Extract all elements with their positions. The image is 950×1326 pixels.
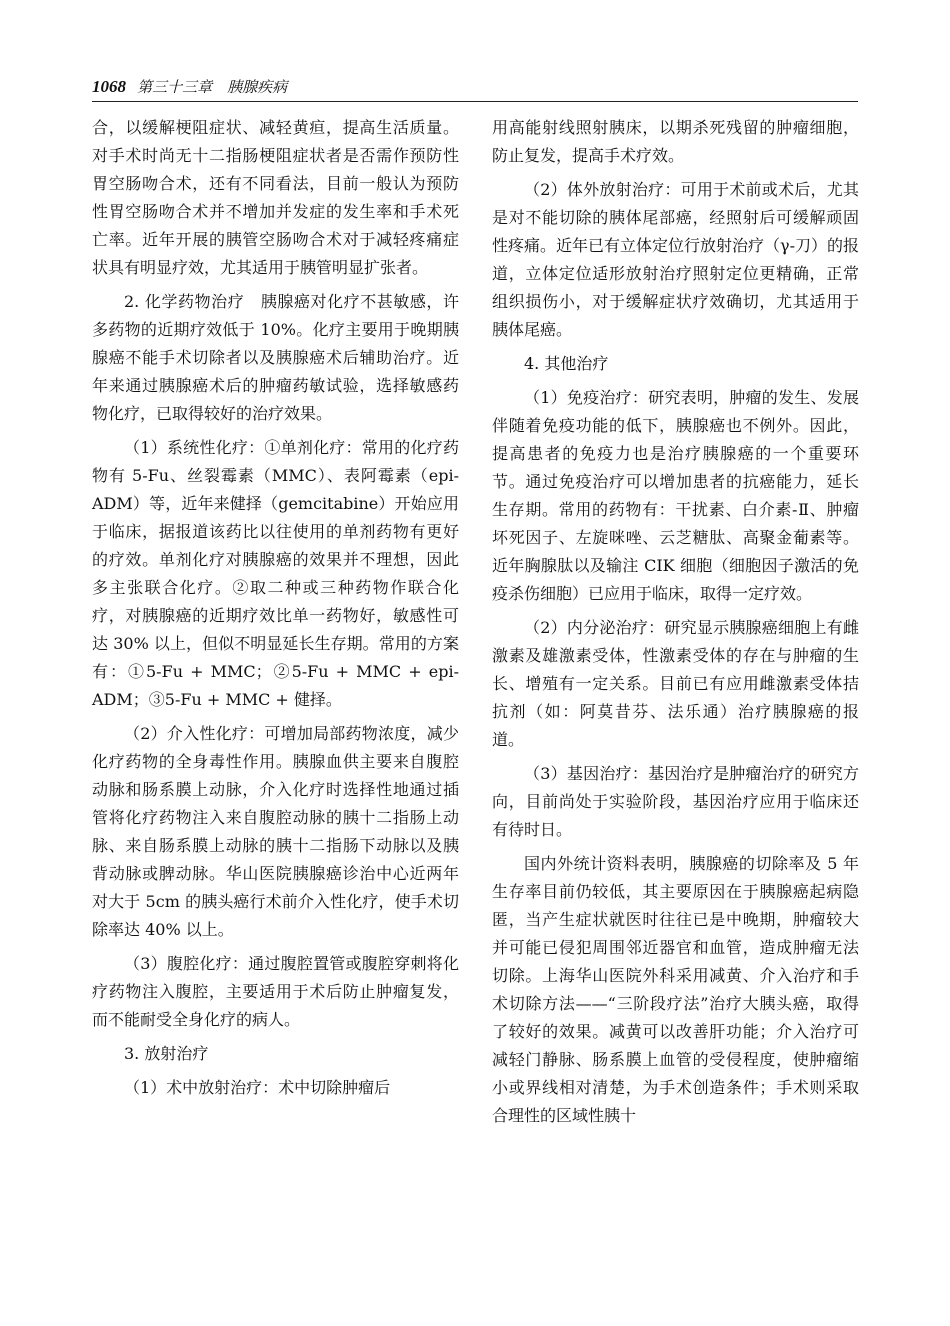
paragraph: （2）内分泌治疗：研究显示胰腺癌细胞上有雌激素及雄激素受体，性激素受体的存在与肿瘤的生长、增殖有一定关系。目前已有应用雌激素受体拮抗剂（如：阿莫昔芬、法乐通）治疗胰腺癌的报道。 <box>492 618 859 749</box>
paragraph: （2）介入性化疗：可增加局部药物浓度，减少化疗药物的全身毒性作用。胰腺血供主要来自腹腔动脉和肠系膜上动脉，介入化疗时选择性地通过插管将化疗药物注入来自腹腔动脉的胰十二指肠上动脉、来自肠系膜上动脉的胰十二指肠下动脉以及胰背动脉或脾动脉。华山医院胰腺癌诊治中心近两年对大于 5cm 的胰头癌行术前介入性化疗，使手术切除率达 40% 以上。 <box>92 724 459 939</box>
paragraph: 国内外统计资料表明，胰腺癌的切除率及 5 年生存率目前仍较低，其主要原因在于胰腺癌起病隐匿，当产生症状就医时往往已是中晚期，肿瘤较大并可能已侵犯周围邻近器官和血管，造成肿瘤无法切除。上海华山医院外科采用减黄、介入治疗和手术切除方法——“三阶段疗法”治疗大胰头癌，取得了较好的效果。减黄可以改善肝功能；介入治疗可减轻门静脉、肠系膜上血管的受侵程度，使肿瘤缩小或界线相对清楚，为手术创造条件；手术则采取合理性的区域性胰十 <box>492 854 859 1125</box>
paragraph: （3）基因治疗：基因治疗是肿瘤治疗的研究方向，目前尚处于实验阶段，基因治疗应用于临床还有待时日。 <box>492 764 859 839</box>
running-header <box>92 76 858 100</box>
page-number: 1068 <box>92 77 126 96</box>
section-heading: 3. 放射治疗 <box>124 1044 209 1063</box>
paragraph: （3）腹腔化疗：通过腹腔置管或腹腔穿刺将化疗药物注入腹腔，主要适用于术后防止肿瘤复发，而不能耐受全身化疗的病人。 <box>92 954 459 1029</box>
paragraph: （1）系统性化疗：①单剂化疗：常用的化疗药物有 5-Fu、丝裂霉素（MMC）、表阿霉素（epi-ADM）等，近年来健择（gemcitabine）开始应用于临床，据报道该药比以往使用的单剂药物有更好的疗效。单剂化疗对胰腺癌的效果并不理想，因此多主张联合化疗。②取二种或三种药物作联合化疗，对胰腺癌的近期疗效比单一药物好，敏感性可达 30% 以上，但似不明显延长生存期。常用的方案有：①5-Fu + MMC；②5-Fu + MMC + epi-ADM；③5-Fu + MMC + 健择。 <box>92 438 459 709</box>
paragraph: （2）体外放射治疗：可用于术前或术后，尤其是对不能切除的胰体尾部癌，经照射后可缓解顽固性疼痛。近年已有立体定位行放射治疗（γ-刀）的报道，立体定位适形放射治疗照射定位更精确，正常组织损伤小，对于缓解症状疗效确切，尤其适用于胰体尾癌。 <box>492 180 859 339</box>
left-column <box>92 114 459 1108</box>
paragraph: （1）术中放射治疗：术中切除肿瘤后 <box>124 1078 391 1097</box>
header-rule <box>92 101 858 102</box>
right-column <box>492 114 859 1136</box>
paragraph: （1）免疫治疗：研究表明，肿瘤的发生、发展伴随着免疫功能的低下，胰腺癌也不例外。因此，提高患者的免疫力也是治疗胰腺癌的一个重要环节。通过免疫治疗可以增加患者的抗癌能力，延长生存期。常用的药物有：干扰素、白介素-Ⅱ、肿瘤坏死因子、左旋咪唑、云芝糖肽、高聚金葡素等。近年胸腺肽以及输注 CIK 细胞（细胞因子激活的免疫杀伤细胞）已应用于临床，取得一定疗效。 <box>492 388 859 603</box>
paragraph: 2. 化学药物治疗 胰腺癌对化疗不甚敏感，许多药物的近期疗效低于 10%。化疗主要用于晚期胰腺癌不能手术切除者以及胰腺癌术后辅助治疗。近年来通过胰腺癌术后的肿瘤药敏试验，选择敏感药物化疗，已取得较好的治疗效果。 <box>92 292 459 423</box>
chapter-title: 第三十三章 胰腺疾病 <box>137 78 288 96</box>
paragraph: 用高能射线照射胰床，以期杀死残留的肿瘤细胞，防止复发，提高手术疗效。 <box>492 118 859 165</box>
section-heading: 4. 其他治疗 <box>524 354 609 373</box>
paragraph: 合，以缓解梗阻症状、减轻黄疸，提高生活质量。对手术时尚无十二指肠梗阻症状者是否需作预防性胃空肠吻合术，还有不同看法，目前一般认为预防性胃空肠吻合术并不增加并发症的发生率和手术死亡率。近年开展的胰管空肠吻合术对于减轻疼痛症状具有明显疗效，尤其适用于胰管明显扩张者。 <box>92 118 459 277</box>
